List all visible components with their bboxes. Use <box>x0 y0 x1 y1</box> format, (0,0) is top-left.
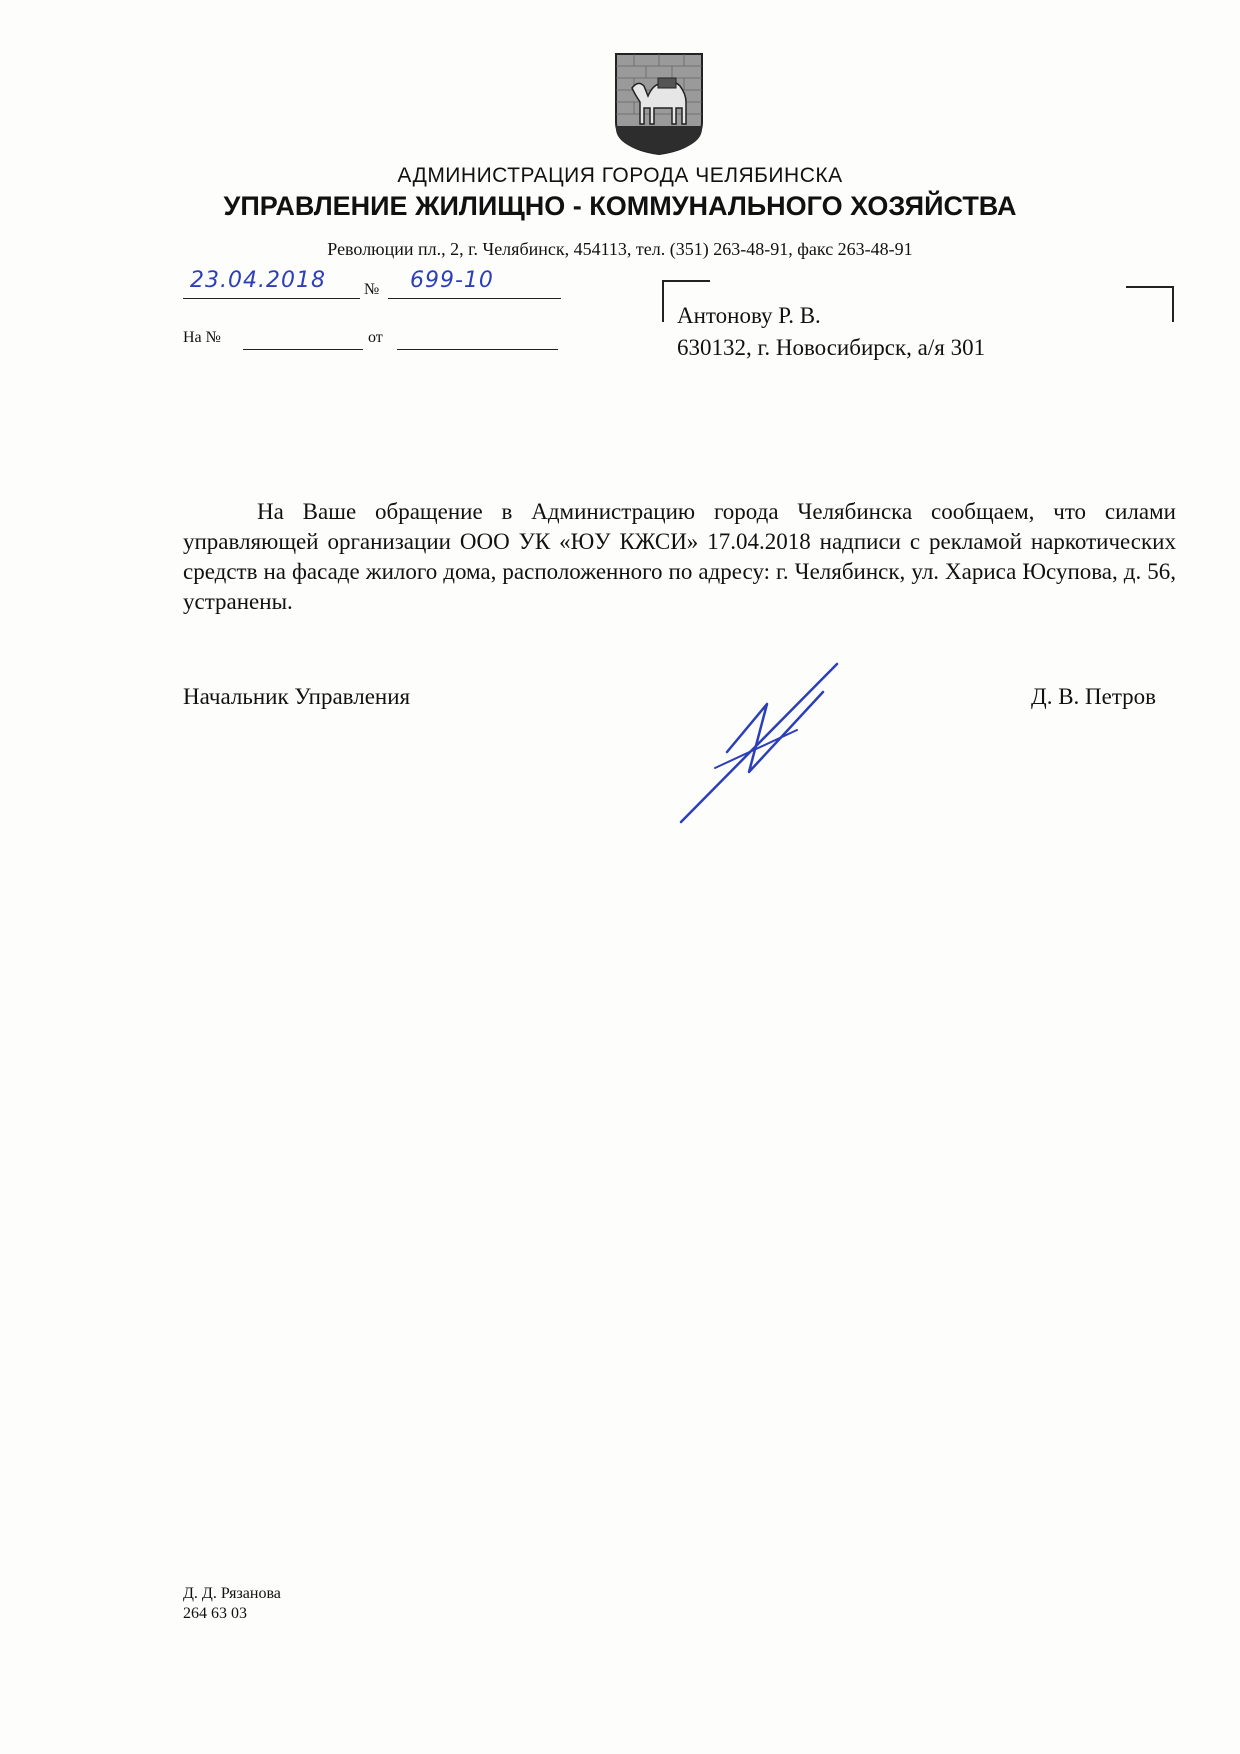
handwritten-signature <box>675 660 845 830</box>
department-name: УПРАВЛЕНИЕ ЖИЛИЩНО - КОММУНАЛЬНОГО ХОЗЯЙСТВА <box>223 191 1017 221</box>
registration-date: 23.04.2018 <box>190 268 326 293</box>
executor-phone: 264 63 03 <box>183 1605 247 1622</box>
executor-block <box>183 1584 281 1624</box>
from-label: от <box>368 329 383 346</box>
recipient-address: 630132, г. Новосибирск, а/я 301 <box>677 335 986 360</box>
number-line <box>388 298 561 299</box>
signatory-name: Д. В. Петров <box>1031 684 1157 709</box>
coat-of-arms-icon <box>614 52 704 156</box>
recipient-block <box>677 300 985 364</box>
from-line <box>397 349 558 350</box>
recipient-corner-right <box>1126 286 1174 322</box>
number-label: № <box>364 281 380 298</box>
letter-body: На Ваше обращение в Администрацию города Челябинска сообщаем, что силами управляющей организации ООО УК «ЮУ КЖСИ» 17.04.2018 надписи с рекламой наркотических средств на фасаде жилого дома, расположенного по адресу: г. Челябинск, ул. Хариса Юсупова, д. 56, устранены. <box>183 499 1176 614</box>
registration-number: 699-10 <box>410 268 494 293</box>
executor-name: Д. Д. Рязанова <box>183 1585 281 1602</box>
administration-name: АДМИНИСТРАЦИЯ ГОРОДА ЧЕЛЯБИНСКА <box>397 164 843 187</box>
department-address: Революции пл., 2, г. Челябинск, 454113, тел. (351) 263-48-91, факс 263-48-91 <box>327 239 913 259</box>
date-line <box>183 298 360 299</box>
reply-to-line <box>243 349 363 350</box>
recipient-name: Антонову Р. В. <box>677 303 821 328</box>
reply-to-label: На № <box>183 329 221 346</box>
signatory-title: Начальник Управления <box>183 684 411 709</box>
